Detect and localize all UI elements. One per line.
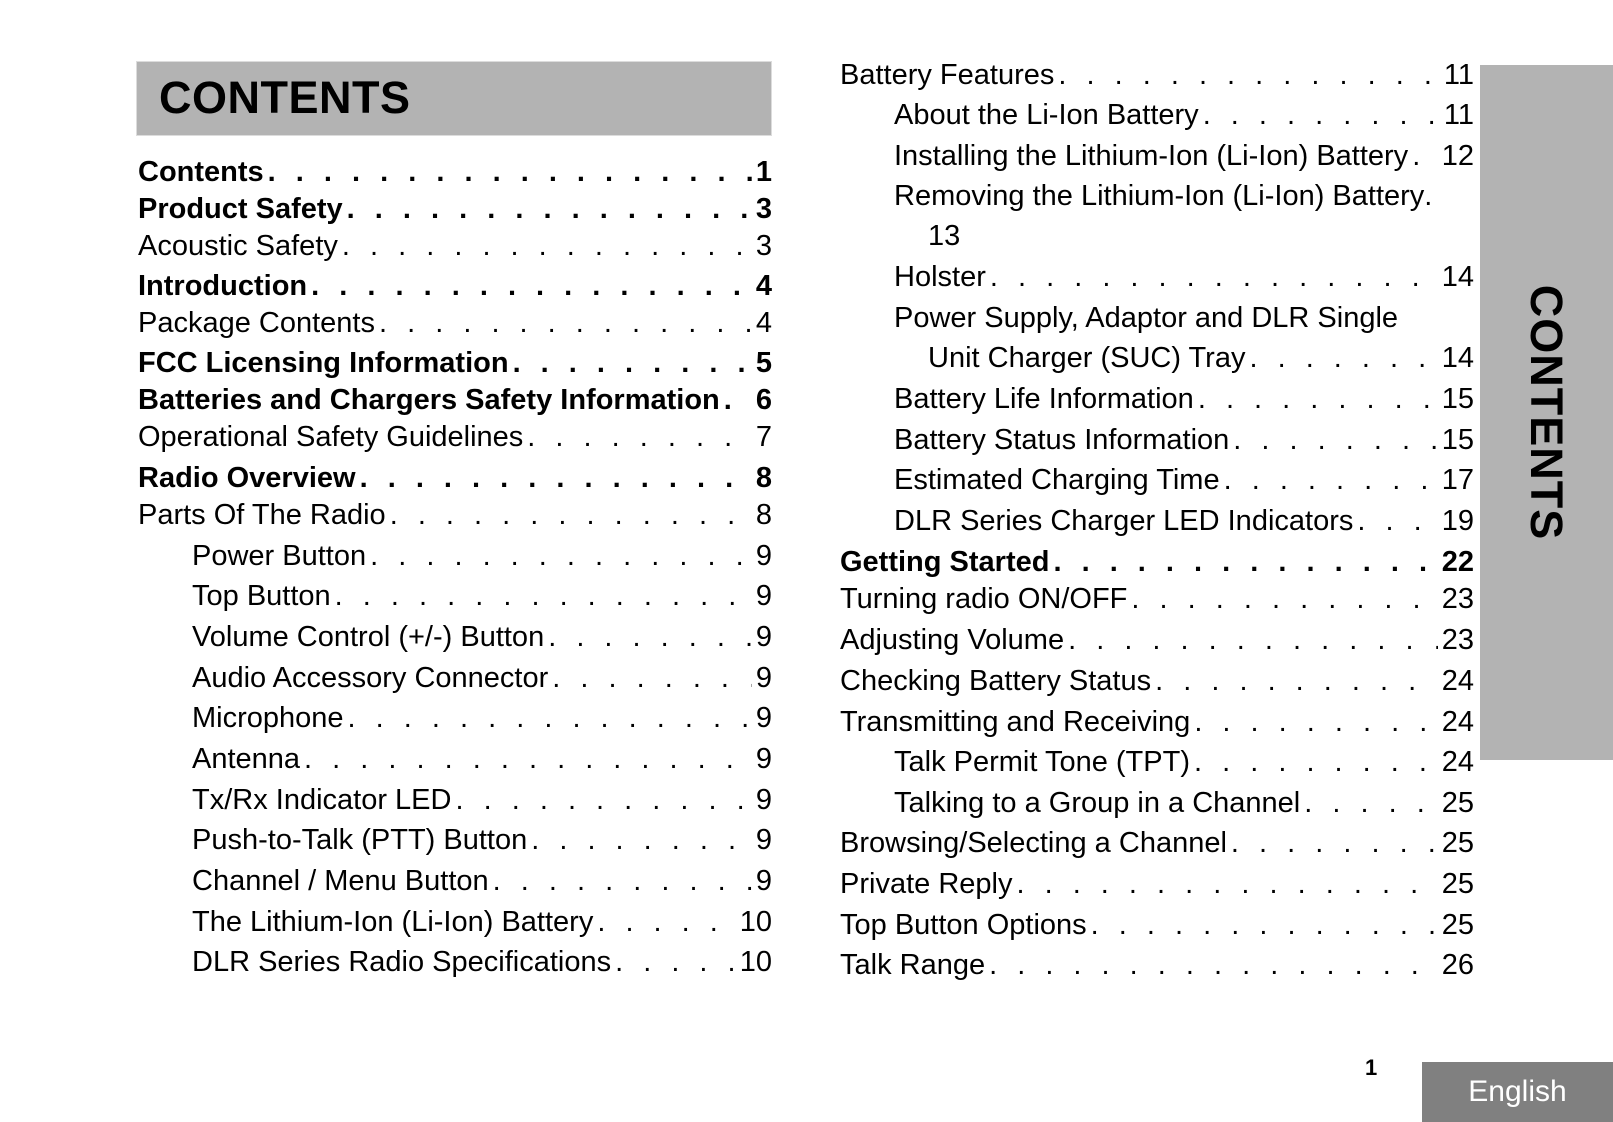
- toc-entry[interactable]: [138, 380, 772, 420]
- toc-entry-label: Microphone: [192, 702, 344, 734]
- toc-entry-page: 25: [1441, 868, 1474, 900]
- toc-entry-page: 25: [1441, 787, 1474, 819]
- toc-leader-dots: [1412, 136, 1438, 176]
- toc-entry-page: 15: [1441, 383, 1474, 415]
- toc-entry-label: Contents: [138, 156, 264, 188]
- toc-entry-page: 6: [755, 384, 772, 416]
- toc-entry[interactable]: [840, 542, 1474, 582]
- toc-leader-dots: [1198, 379, 1438, 419]
- toc-entry[interactable]: [192, 902, 772, 942]
- toc-entry[interactable]: [894, 501, 1474, 541]
- toc-entry-label: Talk Permit Tone (TPT): [894, 746, 1190, 778]
- toc-entry-label: Push-to-Talk (PTT) Button: [192, 824, 528, 856]
- toc-entry-label: Talking to a Group in a Channel: [894, 787, 1301, 819]
- page-title: CONTENTS: [159, 72, 411, 123]
- toc-leader-dots: [1131, 579, 1437, 619]
- toc-entry-label: Browsing/Selecting a Channel: [840, 827, 1227, 859]
- toc-entry[interactable]: [894, 420, 1474, 460]
- toc-entry-page: 9: [755, 621, 772, 653]
- toc-leader-dots: [527, 417, 752, 457]
- toc-entry[interactable]: [192, 739, 772, 779]
- toc-entry-label: Product Safety: [138, 193, 343, 225]
- toc-entry-page: 25: [1441, 827, 1474, 859]
- toc-entry-label: Top Button Options: [840, 909, 1087, 941]
- toc-entry-label: Adjusting Volume: [840, 624, 1065, 656]
- toc-entry-label: Parts Of The Radio: [138, 499, 386, 531]
- toc-entry-label: Batteries and Chargers Safety Information: [138, 384, 720, 416]
- toc-entry[interactable]: [840, 661, 1474, 701]
- toc-entry-label: Estimated Charging Time: [894, 464, 1220, 496]
- toc-entry-page: 9: [755, 743, 772, 775]
- toc-entry-label: Power Button: [192, 540, 367, 572]
- toc-entry-page: 9: [755, 580, 772, 612]
- toc-entry-label: DLR Series Charger LED Indicators: [894, 505, 1354, 537]
- toc-leader-dots: [1304, 783, 1437, 823]
- toc-entry[interactable]: [894, 95, 1474, 135]
- toc-entry[interactable]: [894, 176, 1474, 256]
- toc-leader-dots: [531, 820, 752, 860]
- toc-leader-dots: [1155, 661, 1438, 701]
- toc-leader-dots: [513, 343, 752, 383]
- toc-leader-dots: [1249, 338, 1437, 378]
- toc-entry-page: 4: [755, 307, 772, 339]
- toc-entry-page: 19: [1441, 505, 1474, 537]
- toc-leader-dots: [989, 945, 1438, 985]
- toc-entry-label-continuation: Unit Charger (SUC) Tray: [928, 342, 1246, 374]
- toc-entry[interactable]: [840, 945, 1474, 985]
- toc-entry[interactable]: [138, 417, 772, 457]
- toc-leader-dots: [347, 189, 752, 229]
- toc-leader-dots: [1194, 702, 1437, 742]
- toc-entry-page: 9: [755, 824, 772, 856]
- toc-entry[interactable]: [894, 460, 1474, 500]
- language-tab: English: [1422, 1062, 1613, 1122]
- toc-entry-page: 11: [1443, 99, 1474, 131]
- toc-leader-dots: [304, 739, 752, 779]
- toc-leader-dots: [548, 617, 752, 657]
- toc-leader-dots: [1016, 864, 1437, 904]
- toc-entry-page: 24: [1441, 706, 1474, 738]
- toc-entry-page: 14: [1441, 261, 1474, 293]
- toc-leader-dots: [335, 576, 752, 616]
- toc-entry-label: Channel / Menu Button: [192, 865, 489, 897]
- toc-entry-page: 10: [739, 946, 772, 978]
- toc-entry[interactable]: [840, 620, 1474, 660]
- toc-entry-label: Battery Life Information: [894, 383, 1194, 415]
- page-number: 1: [1365, 1055, 1378, 1080]
- toc-entry[interactable]: [840, 864, 1474, 904]
- toc-leader-dots: [990, 257, 1438, 297]
- toc-entry-page: 4: [755, 270, 772, 302]
- toc-leader-dots: [1194, 742, 1438, 782]
- toc-entry[interactable]: [840, 823, 1474, 863]
- toc-entry-page: 11: [1443, 59, 1474, 91]
- toc-entry-page: 24: [1441, 746, 1474, 778]
- toc-entry[interactable]: [840, 702, 1474, 742]
- toc-entry-page: 9: [755, 702, 772, 734]
- toc-entry-label: The Lithium-Ion (Li-Ion) Battery: [192, 906, 594, 938]
- toc-leader-dots: [724, 380, 752, 420]
- toc-entry[interactable]: [192, 861, 772, 901]
- contents-header: [136, 61, 772, 136]
- toc-entry-label: Getting Started: [840, 546, 1050, 578]
- toc-entry-page: 3: [755, 193, 772, 225]
- toc-entry[interactable]: [192, 942, 772, 982]
- toc-entry-page: 23: [1441, 624, 1474, 656]
- side-section-tab: [1480, 65, 1613, 760]
- toc-entry-page: 17: [1441, 464, 1474, 496]
- toc-entry[interactable]: [840, 579, 1474, 619]
- toc-entry-label: Talk Range: [840, 949, 986, 981]
- toc-entry-label: About the Li-Ion Battery: [894, 99, 1199, 131]
- toc-entry-page: 9: [755, 784, 772, 816]
- toc-entry[interactable]: [192, 536, 772, 576]
- toc-entry-label: Holster: [894, 261, 986, 293]
- toc-leader-dots: [1058, 55, 1440, 95]
- toc-leader-dots: [379, 303, 752, 343]
- toc-leader-dots: [1231, 823, 1438, 863]
- toc-entry-label: Power Supply, Adaptor and DLR Single: [894, 302, 1399, 334]
- toc-leader-dots: [268, 152, 752, 192]
- toc-entry-label: Removing the Lithium-Ion (Li-Ion) Battery: [894, 180, 1425, 212]
- toc-entry[interactable]: [138, 226, 772, 266]
- toc-entry[interactable]: [894, 257, 1474, 297]
- toc-entry[interactable]: [138, 303, 772, 343]
- toc-entry-page: 9: [755, 865, 772, 897]
- toc-leader-dots: [1053, 542, 1437, 582]
- toc-entry-label: Antenna: [192, 743, 301, 775]
- toc-leader-dots: [1068, 620, 1438, 660]
- toc-entry[interactable]: [894, 742, 1474, 782]
- toc-entry-label: Audio Accessory Connector: [192, 662, 549, 694]
- toc-entry-page: 8: [755, 462, 772, 494]
- toc-entry-label: Transmitting and Receiving: [840, 706, 1191, 738]
- toc-entry[interactable]: [192, 698, 772, 738]
- toc-leader-dots: [552, 658, 752, 698]
- toc-entry[interactable]: [192, 576, 772, 616]
- toc-entry-page: 9: [755, 662, 772, 694]
- toc-entry-page: 22: [1441, 546, 1474, 578]
- toc-leader-dots: [1091, 905, 1438, 945]
- toc-leader-dots: [455, 780, 751, 820]
- toc-entry-page: 23: [1441, 583, 1474, 615]
- toc-entry[interactable]: [840, 55, 1474, 95]
- toc-entry[interactable]: [894, 379, 1474, 419]
- toc-entry-label: Volume Control (+/-) Button: [192, 621, 545, 653]
- toc-entry-page: 5: [755, 347, 772, 379]
- toc-entry-page: 14: [1441, 342, 1474, 374]
- toc-entry[interactable]: [138, 495, 772, 535]
- toc-entry-page: 12: [1441, 140, 1474, 172]
- toc-entry-page: 25: [1441, 909, 1474, 941]
- toc-entry-label: Battery Features: [840, 59, 1055, 91]
- toc-entry[interactable]: [192, 658, 772, 698]
- toc-entry-label: Operational Safety Guidelines: [138, 421, 524, 453]
- toc-entry-page: 8: [755, 499, 772, 531]
- toc-entry-page: 15: [1441, 424, 1474, 456]
- toc-entry-page: 1: [755, 156, 772, 188]
- toc-leader-dots: [311, 266, 752, 306]
- toc-leader-dots: [1224, 460, 1438, 500]
- toc-leader-dots: [390, 495, 752, 535]
- toc-entry-page: 7: [755, 421, 772, 453]
- toc-leader-dots: [348, 698, 752, 738]
- toc-entry-page: 24: [1441, 665, 1474, 697]
- toc-entry-label: Private Reply: [840, 868, 1013, 900]
- toc-entry-page: 26: [1441, 949, 1474, 981]
- toc-entry[interactable]: [894, 783, 1474, 823]
- toc-entry-label: Acoustic Safety: [138, 230, 338, 262]
- toc-entry[interactable]: [894, 298, 1474, 378]
- toc-entry[interactable]: [138, 189, 772, 229]
- toc-entry-label: Top Button: [192, 580, 331, 612]
- toc-leader-dots: [1203, 95, 1440, 135]
- toc-entry-page: 10: [739, 906, 772, 938]
- toc-leader-dots: .: [1424, 180, 1433, 212]
- toc-entry[interactable]: [138, 266, 772, 306]
- toc-entry-page: 13: [928, 220, 961, 252]
- toc-entry-label: Package Contents: [138, 307, 375, 339]
- toc-leader-dots: [1357, 501, 1437, 541]
- toc-entry[interactable]: [192, 780, 772, 820]
- toc-leader-dots: [493, 861, 752, 901]
- toc-entry[interactable]: [138, 152, 772, 192]
- toc-leader-dots: [597, 902, 735, 942]
- toc-entry[interactable]: [192, 820, 772, 860]
- toc-entry-label: Turning radio ON/OFF: [840, 583, 1128, 615]
- toc-entry-label: Radio Overview: [138, 462, 356, 494]
- side-tab-label: CONTENTS: [1521, 284, 1573, 541]
- toc-entry[interactable]: [192, 617, 772, 657]
- toc-entry-label: Installing the Lithium-Ion (Li-Ion) Battery: [894, 140, 1409, 172]
- toc-entry-label: DLR Series Radio Specifications: [192, 946, 612, 978]
- toc-entry-label: Introduction: [138, 270, 308, 302]
- toc-entry-page: 3: [755, 230, 772, 262]
- toc-entry-page: 9: [755, 540, 772, 572]
- toc-leader-dots: [342, 226, 752, 266]
- toc-leader-dots: [1233, 420, 1437, 460]
- toc-entry[interactable]: [894, 136, 1474, 176]
- toc-entry[interactable]: [138, 458, 772, 498]
- toc-entry-label: FCC Licensing Information: [138, 347, 509, 379]
- toc-entry-label: Tx/Rx Indicator LED: [192, 784, 452, 816]
- toc-entry-label: Checking Battery Status: [840, 665, 1152, 697]
- toc-entry[interactable]: [138, 343, 772, 383]
- toc-entry[interactable]: [840, 905, 1474, 945]
- toc-leader-dots: [615, 942, 736, 982]
- toc-entry-label: Battery Status Information: [894, 424, 1230, 456]
- toc-leader-dots: [360, 458, 752, 498]
- toc-leader-dots: [370, 536, 752, 576]
